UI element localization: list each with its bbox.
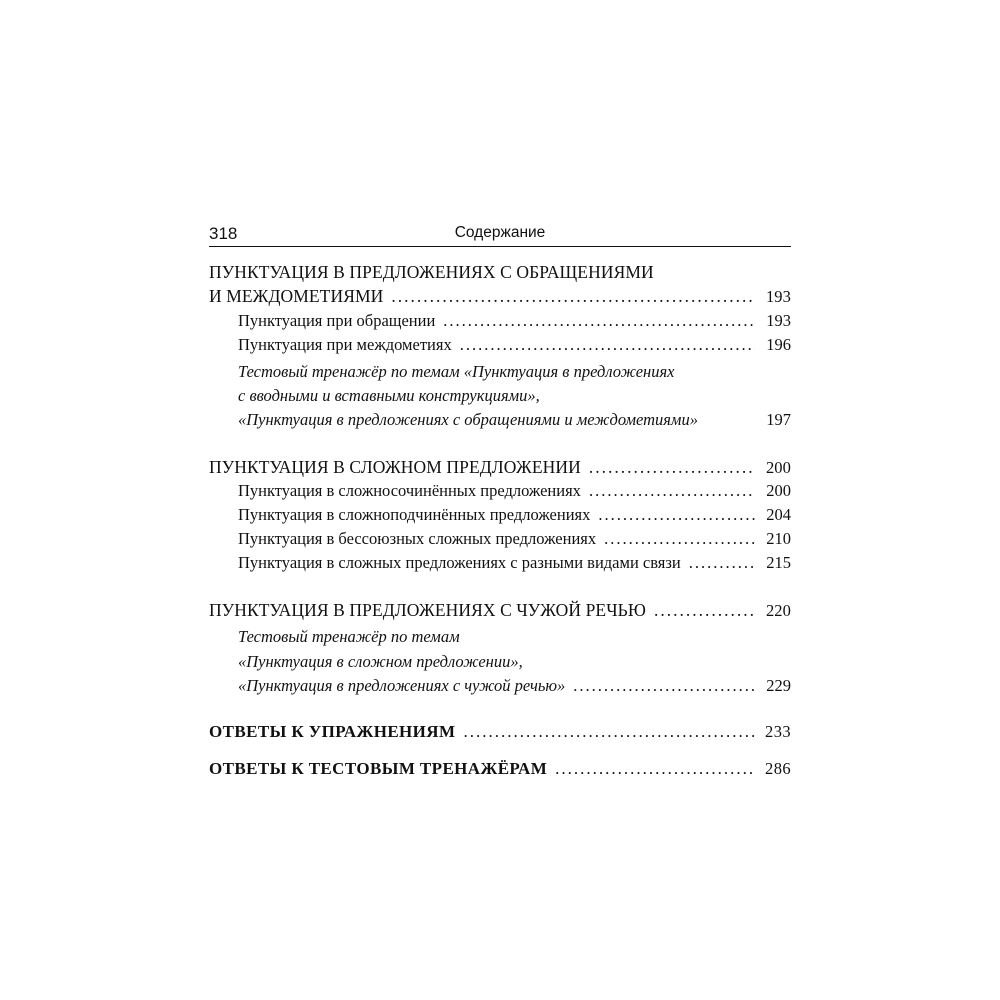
toc-section-entry[interactable] <box>209 455 791 479</box>
toc-page-number: 204 <box>766 505 791 524</box>
toc-test-line: Тестовый тренажёр по темам «Пунктуация в предложениях <box>238 362 675 381</box>
toc-answers-tests[interactable] <box>209 757 791 781</box>
toc-answers-exercises[interactable] <box>209 720 791 744</box>
dot-leader <box>460 333 755 357</box>
toc-entry-title: «Пунктуация в предложениях с обращениями и междометиями» <box>238 410 698 429</box>
toc-entry[interactable] <box>238 333 791 357</box>
toc-entry-title: Пунктуация в сложносочинённых предложениях <box>238 481 581 500</box>
toc-test-line: Тестовый тренажёр по темам <box>238 627 460 646</box>
page-number: 318 <box>209 224 238 243</box>
toc-entry-title: Пунктуация в сложных предложениях с разными видами связи <box>238 553 681 572</box>
toc-page-number: 200 <box>765 458 791 477</box>
toc-entry[interactable] <box>238 551 791 575</box>
toc-test-line: с вводными и вставными конструкциями», <box>238 386 540 405</box>
toc-entry[interactable] <box>238 527 791 551</box>
toc-page-number: 193 <box>765 287 791 306</box>
dot-leader <box>391 284 755 308</box>
toc-entry-title: ПУНКТУАЦИЯ В СЛОЖНОМ ПРЕДЛОЖЕНИИ <box>209 457 581 477</box>
toc-entry-title: ОТВЕТЫ К ТЕСТОВЫМ ТРЕНАЖЁРАМ <box>209 759 548 778</box>
toc-entry-title: Пунктуация в сложноподчинённых предложениях <box>238 505 591 524</box>
toc-page-number: 220 <box>765 601 791 620</box>
toc-entry-title: Пунктуация при междометиях <box>238 335 452 354</box>
toc-section-entry[interactable] <box>209 598 791 622</box>
toc-entry-title: Пунктуация в бессоюзных сложных предложениях <box>238 529 597 548</box>
toc-test-line: «Пунктуация в сложном предложении», <box>238 652 523 671</box>
toc-entry-title: Пунктуация при обращении <box>238 311 436 330</box>
toc-page-number: 215 <box>766 553 791 572</box>
dot-leader <box>604 527 755 551</box>
dot-leader <box>555 757 755 781</box>
toc-entry-title: «Пунктуация в предложениях с чужой речью» <box>238 676 566 695</box>
dot-leader <box>654 598 755 622</box>
toc-test-entry[interactable] <box>238 674 791 698</box>
toc-page-number: 197 <box>766 410 791 429</box>
toc-entry-title: И МЕЖДОМЕТИЯМИ <box>209 286 384 306</box>
toc-test-entry[interactable] <box>238 408 791 432</box>
dot-leader <box>589 455 755 479</box>
toc-entry[interactable] <box>238 479 791 503</box>
toc-entry-title: ПУНКТУАЦИЯ В ПРЕДЛОЖЕНИЯХ С ЧУЖОЙ РЕЧЬЮ <box>209 600 646 620</box>
dot-leader <box>589 479 755 503</box>
toc-entry[interactable] <box>238 309 791 333</box>
toc-page-number: 200 <box>766 481 791 500</box>
toc-page-number: 286 <box>765 759 791 778</box>
toc-page-number: 193 <box>766 311 791 330</box>
dot-leader <box>689 551 755 575</box>
toc-entry[interactable] <box>238 503 791 527</box>
toc-page-number: 229 <box>766 676 791 695</box>
dot-leader <box>443 309 755 333</box>
dot-leader <box>463 720 755 744</box>
dot-leader <box>573 674 755 698</box>
dot-leader <box>598 503 755 527</box>
page-header <box>209 222 791 247</box>
toc-page-number: 233 <box>765 722 791 741</box>
toc-page-number: 196 <box>766 335 791 354</box>
toc-page-number: 210 <box>766 529 791 548</box>
toc-section-entry[interactable] <box>209 284 791 308</box>
toc-entry-title: ОТВЕТЫ К УПРАЖНЕНИЯМ <box>209 722 456 741</box>
running-title: Содержание <box>454 224 546 241</box>
toc-section-heading: ПУНКТУАЦИЯ В ПРЕДЛОЖЕНИЯХ С ОБРАЩЕНИЯМИ <box>209 262 654 282</box>
